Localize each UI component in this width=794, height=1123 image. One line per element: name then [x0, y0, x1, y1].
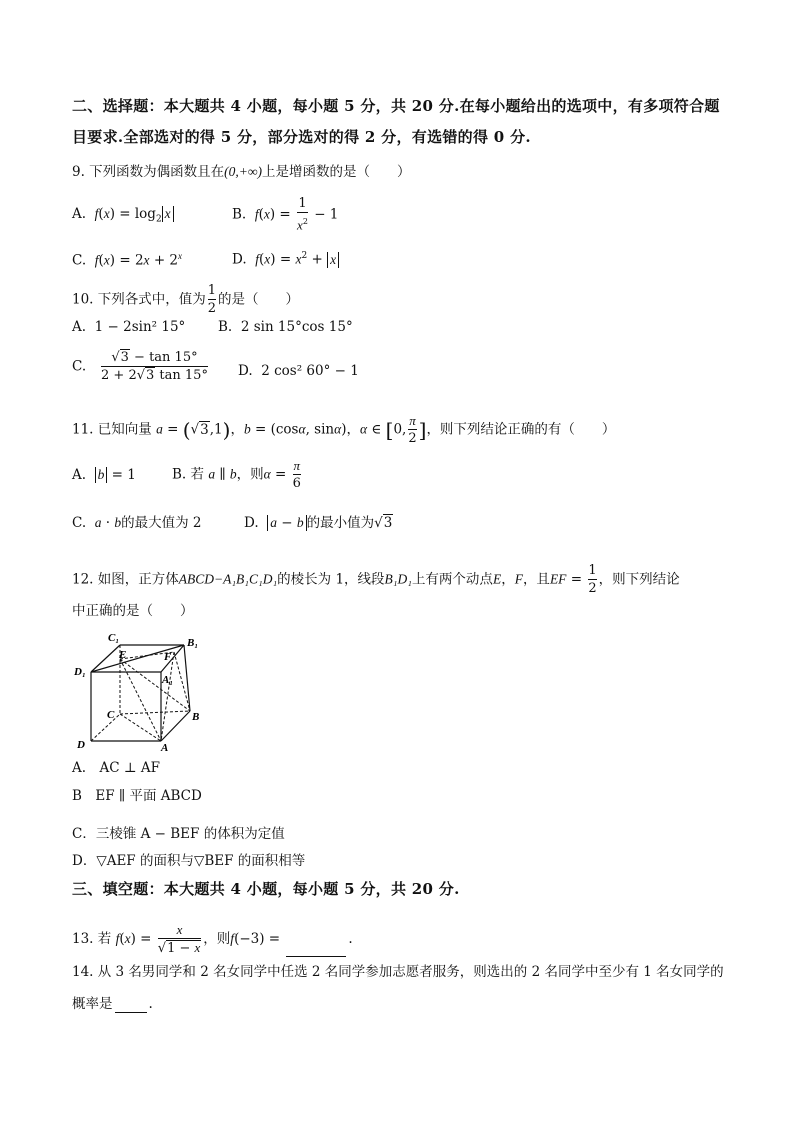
label-A: A — [161, 742, 169, 753]
q12-stem-line2: 中正确的是（ ） — [72, 603, 194, 619]
q10-option-b[interactable]: B. 2 sin 15°cos 15° — [218, 319, 353, 335]
q11-option-a[interactable]: A. b = 1 — [72, 467, 136, 483]
q10-stem: 10. 下列各式中，值为 $\frac{1}{2}$ 的是（ ） — [72, 283, 300, 316]
q10-option-a[interactable]: A. 1 − 2sin² 15° — [72, 319, 186, 335]
q12-stem: 12. 如图，正方体ABCD−A₁B₁C₁D₁的棱长为 1，线段B₁D₁上有两个动点E，F，且EF = $\frac{1}{2}$ ，则下列结论 — [72, 563, 680, 596]
q13-answer-blank[interactable] — [286, 956, 346, 957]
q10-option-d[interactable]: D. 2 cos² 60° − 1 — [238, 363, 359, 379]
label-B1: B₁ — [187, 637, 199, 649]
cube-figure — [70, 628, 210, 753]
q12-option-a[interactable]: A. AC ⊥ AF — [72, 760, 161, 776]
q12-option-b[interactable]: B EF ∥ 平面 ABCD — [72, 788, 202, 804]
q14-answer-blank[interactable] — [115, 1012, 147, 1013]
q9-option-b[interactable]: B. f(x) = $\frac{1}{x^2}$ − 1 — [232, 196, 339, 233]
label-D: D — [77, 739, 85, 751]
label-B: B — [192, 711, 200, 723]
section2-heading-line1: 二、选择题：本大题共 4 小题，每小题 5 分，共 20 分.在每小题给出的选项中，有多项符合题 — [72, 97, 720, 115]
q14-stem-line1: 14. 从 3 名男同学和 2 名女同学中任选 2 名同学参加志愿者服务，则选出的 2 名同学中至少有 1 名女同学的 — [72, 964, 724, 980]
label-C: C — [107, 709, 115, 721]
q12-option-d[interactable]: D．▽AEF 的面积与▽BEF 的面积相等 — [72, 853, 306, 869]
q11-option-d[interactable]: D. a − b 的最小值为√3 — [244, 515, 393, 531]
label-C1: C₁ — [108, 632, 120, 644]
q13-stem: 13. 若 f(x) = $\frac{x}{√1 - x}$ ，则f(−3) = . — [72, 922, 353, 956]
q9-option-c[interactable]: C. $f(x) = 2x + 2^x$ — [72, 251, 183, 269]
q14-stem-line2: 概率是 . — [72, 996, 153, 1012]
label-A1: A₁ — [162, 674, 174, 686]
q12-option-c[interactable]: C．三棱锥 A − BEF 的体积为定值 — [72, 826, 285, 842]
label-E: E — [119, 649, 127, 661]
q11-option-b[interactable]: B. 若 a ∥ b，则α = $\frac{\pi}{6}$ — [172, 458, 301, 491]
section3-heading: 三、填空题：本大题共 4 小题，每小题 5 分，共 20 分. — [72, 880, 460, 898]
q9-option-d[interactable]: D. $f(x) = x^2 + x$ — [232, 247, 339, 269]
label-D1: D₁ — [74, 666, 86, 678]
q11-stem: 11. 已知向量 a = (√3,1)，b = (cosα, sinα)，α ∈ [0, $\frac{\pi}{2}$ ]，则下列结论正确的有（ ） — [72, 413, 616, 446]
q10-option-c[interactable]: C. $\frac{√3 - \tan 15^\circ}{2 + 2√3 \tan 15^\circ}$ — [72, 350, 208, 383]
section2-heading-line2: 目要求.全部选对的得 5 分，部分选对的得 2 分，有选错的得 0 分. — [72, 128, 531, 146]
label-F: F — [164, 651, 172, 663]
q11-option-c[interactable]: C. a · b的最大值为 2 — [72, 515, 202, 531]
q9-option-a[interactable]: A. $f(x) = \log_2 x$ — [72, 205, 174, 229]
q9-stem: 9. 下列函数为偶函数且在(0,+∞)上是增函数的是（ ） — [72, 164, 411, 180]
